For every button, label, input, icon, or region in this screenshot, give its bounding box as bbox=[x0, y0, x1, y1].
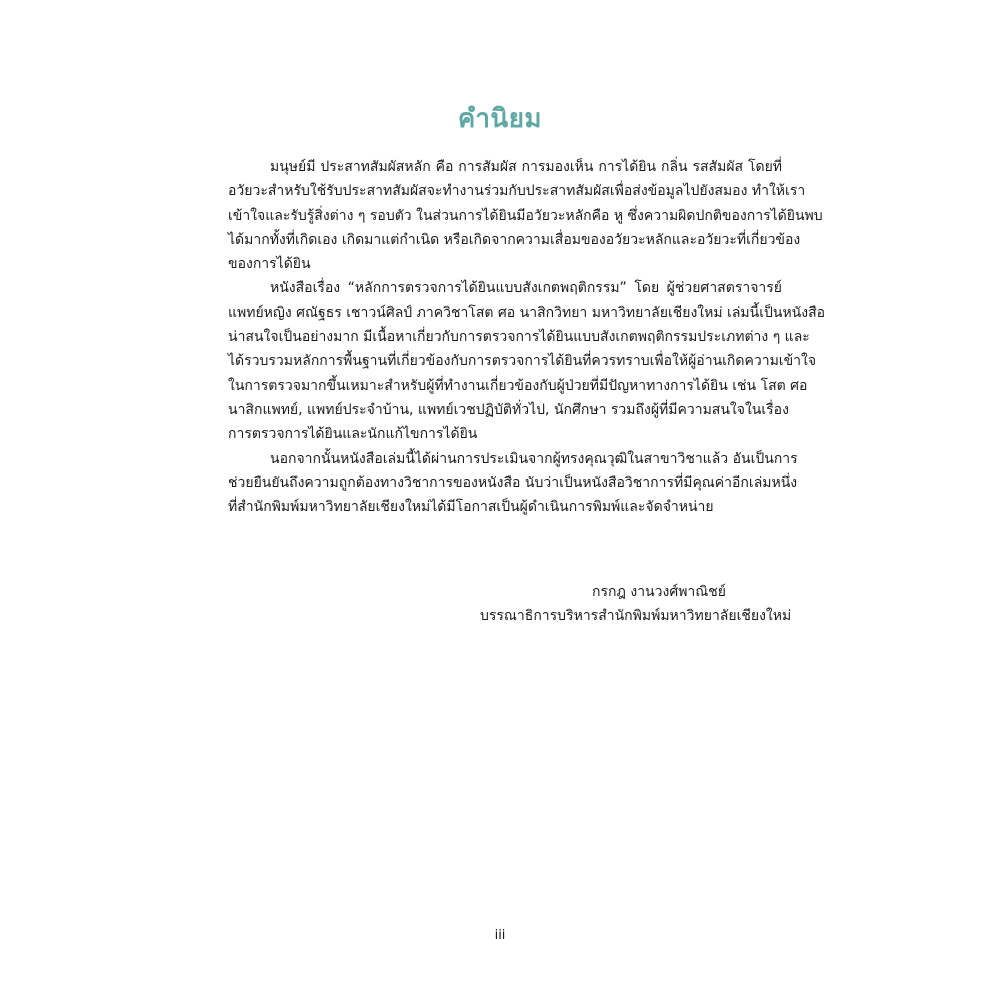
text-line: นาสิกแพทย์, แพทย์ประจำบ้าน, แพทย์เวชปฏิบัติทั่วไป, นักศึกษา รวมถึงผู้ที่มีความสนใจในเรื่อง bbox=[228, 401, 789, 418]
signature-name: กรกฎ งานวงศ์พาณิชย์ bbox=[592, 584, 726, 600]
text-line: ได้รวบรวมหลักการพื้นฐานที่เกี่ยวข้องกับการตรวจการได้ยินที่ควรทราบเพื่อให้ผู้อ่านเกิดความเข้าใจ bbox=[228, 353, 817, 370]
text-line: ของการได้ยิน bbox=[228, 256, 311, 273]
text-line: แพทย์หญิง ศณัฐธร เชาวน์ศิลป์ ภาควิชาโสต ศอ นาสิกวิทยา มหาวิทยาลัยเชียงใหม่ เล่มนี้เป็นหนังสือ bbox=[228, 304, 826, 321]
text-line: ที่สำนักพิมพ์มหาวิทยาลัยเชียงใหม่ได้มีโอกาสเป็นผู้ดำเนินการพิมพ์และจัดจำหน่าย bbox=[228, 499, 714, 516]
text-line: ได้มากทั้งที่เกิดเอง เกิดมาแต่กำเนิด หรือเกิดจากความเสื่อมของอวัยวะหลักและอวัยวะที่เกี่ยวข้อง bbox=[228, 231, 801, 248]
paragraph-3 bbox=[228, 447, 798, 520]
text-line: ในการตรวจมากขึ้นเหมาะสำหรับผู้ที่ทำงานเกี่ยวข้องกับผู้ป่วยที่มีปัญหาทางการได้ยิน เช่น โสต ศอ bbox=[228, 377, 808, 394]
text-line: หนังสือเรื่อง “หลักการตรวจการได้ยินแบบสังเกตพฤติกรรม” โดย ผู้ช่วยศาสตราจารย์ bbox=[270, 280, 782, 297]
text-line: การตรวจการได้ยินและนักแก้ไขการได้ยิน bbox=[228, 426, 478, 443]
paragraph-1 bbox=[228, 155, 823, 276]
signature-block bbox=[480, 580, 792, 629]
text-line: น่าสนใจเป็นอย่างมาก มีเนื้อหาเกี่ยวกับการตรวจการได้ยินแบบสังเกตพฤติกรรมประเภทต่าง ๆ และ bbox=[228, 329, 810, 346]
text-line: เข้าใจและรับรู้สิ่งต่าง ๆ รอบตัว ในส่วนการได้ยินมีอวัยวะหลักคือ หู ซึ่งความผิดปกติของการได้ยินพบ bbox=[228, 207, 823, 224]
page-title: คำนิยม bbox=[457, 104, 543, 134]
text-line: มนุษย์มี ประสาทสัมผัสหลัก คือ การสัมผัส การมองเห็น การได้ยิน กลิ่น รสสัมผัส โดยที่ bbox=[270, 159, 782, 175]
foreword-body bbox=[228, 155, 826, 519]
text-line: อวัยวะสำหรับใช้รับประสาทสัมผัสจะทำงานร่วมกับประสาทสัมผัสเพื่อส่งข้อมูลไปยังสมอง ทำให้เรา bbox=[228, 183, 806, 200]
paragraph-2 bbox=[228, 276, 826, 446]
signature-role: บรรณาธิการบริหารสำนักพิมพ์มหาวิทยาลัยเชียงใหม่ bbox=[480, 608, 792, 625]
text-line: นอกจากนั้นหนังสือเล่มนี้ได้ผ่านการประเมินจากผู้ทรงคุณวุฒิในสาขาวิชาแล้ว อันเป็นการ bbox=[270, 450, 798, 467]
page-number: iii bbox=[494, 928, 506, 943]
text-line: ช่วยยืนยันถึงความถูกต้องทางวิชาการของหนังสือ นับว่าเป็นหนังสือวิชาการที่มีคุณค่าอีกเล่มหนึ่ง bbox=[228, 474, 798, 491]
